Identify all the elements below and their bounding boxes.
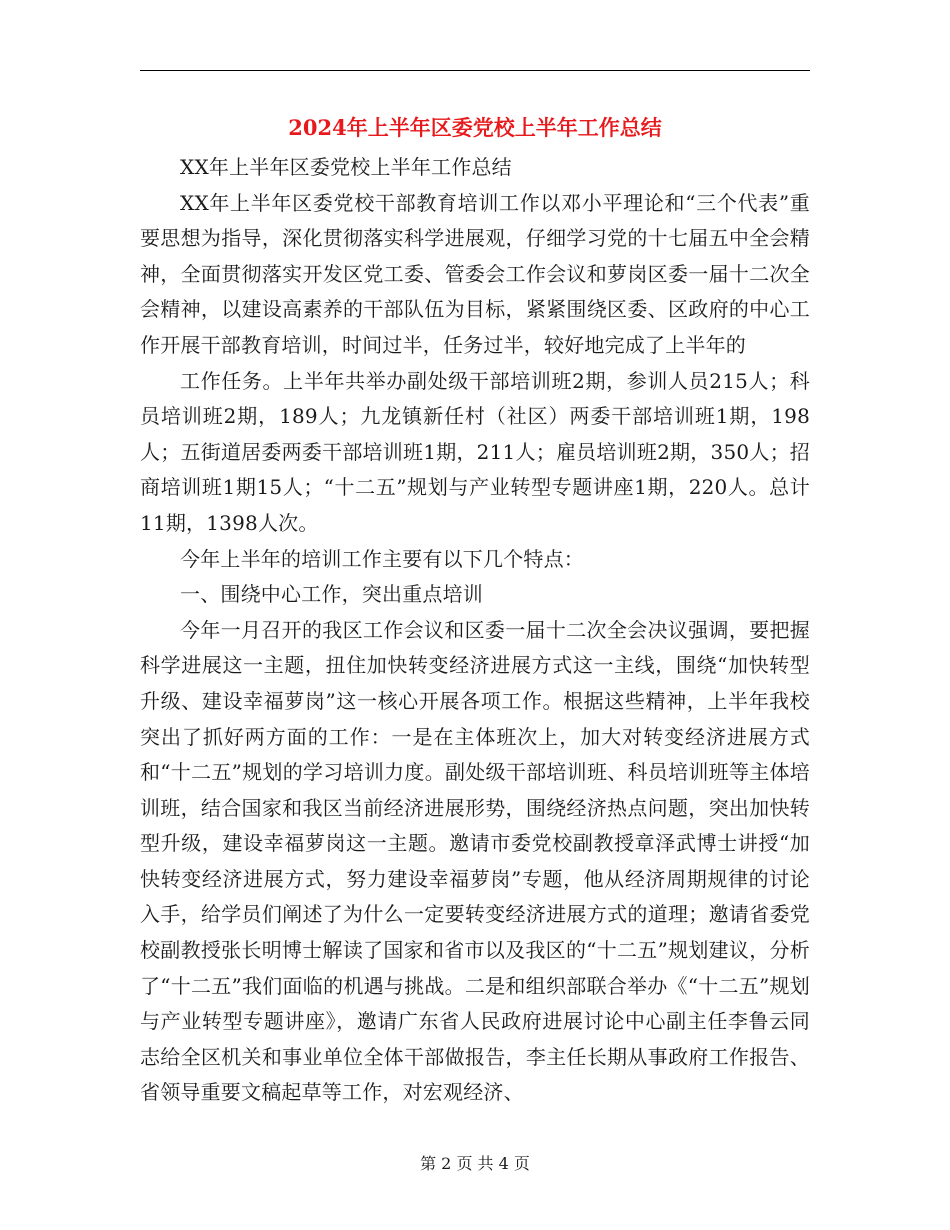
section-heading-1: 一、围绕中心工作，突出重点培训 <box>180 582 483 607</box>
paragraph-features: 今年上半年的培训工作主要有以下几个特点： <box>180 546 584 571</box>
document-title: 2024年上半年区委党校上半年工作总结 <box>288 115 662 140</box>
header-rule <box>140 70 810 71</box>
page-number: 第 2 页 共 4 页 <box>420 1154 530 1173</box>
paragraph-subtitle: XX年上半年区委党校上半年工作总结 <box>180 155 512 179</box>
paragraph-intro: XX年上半年区委党校干部教育培训工作以邓小平理论和“三个代表”重要思想为指导，深化贯彻落实科学进展观，仔细学习党的十七届五中全会精神，全面贯彻落实开发区党工委、管委会工作会议和萝岗区委一届十二次全会精神，以建设高素养的干部队伍为目标，紧紧围绕区委、区政府的中心工作开展干部教育培训，时间过半，任务过半，较好地完成了上半年的 <box>140 190 810 357</box>
paragraph-tasks: 工作任务。上半年共举办副处级干部培训班2期，参训人员215人；科员培训班2期，189人；九龙镇新任村（社区）两委干部培训班1期，198人；五街道居委两委干部培训班1期，211人；雇员培训班2期，350人；招商培训班1期15人；“十二五”规划与产业转型专题讲座1期，220人。总计11期，1398人次。 <box>140 368 810 535</box>
document-body <box>140 150 810 1111</box>
paragraph-section-1: 今年一月召开的我区工作会议和区委一届十二次全会决议强调，要把握科学进展这一主题，扭住加快转变经济进展方式这一主线，围绕“加快转型升级、建设幸福萝岗”这一核心开展各项工作。根据这些精神，上半年我校突出了抓好两方面的工作：一是在主体班次上，加大对转变经济进展方式和“十二五”规划的学习培训力度。副处级干部培训班、科员培训班等主体培训班，结合国家和我区当前经济进展形势，围绕经济热点问题，突出加快转型升级，建设幸福萝岗这一主题。邀请市委党校副教授章泽武博士讲授“加快转变经济进展方式，努力建设幸福萝岗”专题，他从经济周期规律的讨论入手，给学员们阐述了为什么一定要转变经济进展方式的道理；邀请省委党校副教授张长明博士解读了国家和省市以及我区的“十二五”规划建议，分析了“十二五”我们面临的机遇与挑战。二是和组织部联合举办《“十二五”规划与产业转型专题讲座》，邀请广东省人民政府进展讨论中心副主任李鲁云同志给全区机关和事业单位全体干部做报告，李主任长期从事政府工作报告、省领导重要文稿起草等工作，对宏观经济、 <box>140 617 810 1105</box>
